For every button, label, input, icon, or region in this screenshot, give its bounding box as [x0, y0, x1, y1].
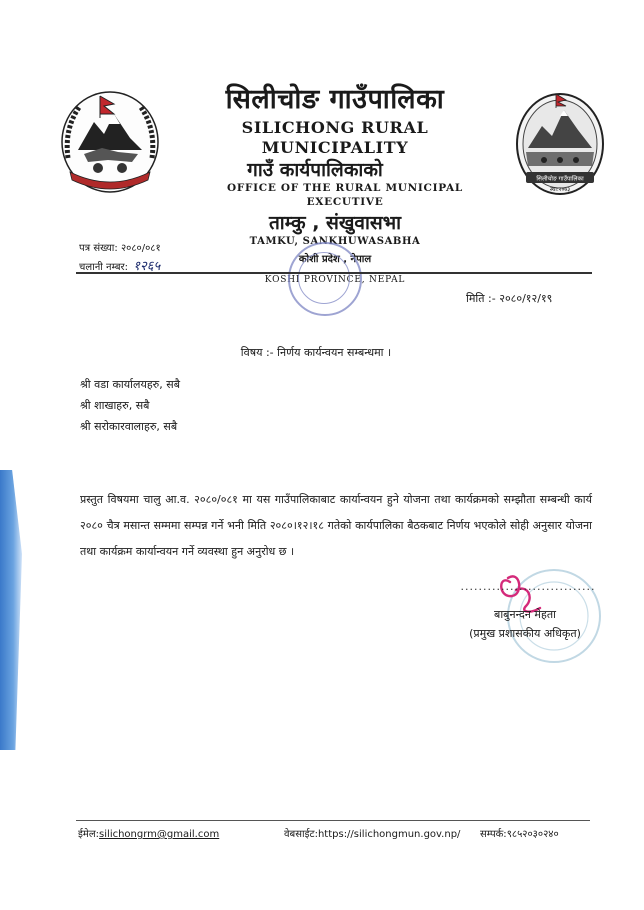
municipality-logo-icon [514, 90, 606, 198]
recipient-item: श्री सरोकारवालाहरु, सबै [80, 420, 178, 433]
place-np: ताम्कु , संखुवासभा [268, 212, 402, 234]
recipient-item: श्री शाखाहरु, सबै [80, 399, 150, 412]
letter-number-row [79, 240, 161, 258]
dispatch-number-value: १२६५ [133, 259, 161, 274]
office-stamp-icon [288, 242, 362, 316]
website-label: वेबसाईट: [284, 829, 318, 840]
office-name-np: गाउँ कार्यपालिकाको [247, 159, 383, 181]
letter-body: प्रस्तुत विषयमा चालु आ.व. २०८०/०८१ मा यस गाउँपालिकाबाट कार्यान्वयन हुने योजना तथा कार्यक्रमको सम्झौता सम्बन्धी कार्य २०८० चैत्र मसान्त सम्ममा सम्पन्न गर्ने भनी मिति २०८०।१२।१८ गतेको कार्यपालिका बैठकबाट निर्णय भएकोले सोही अनुसार योजना तथा कार्यक्रम कार्यान्वयन गर्ने व्यवस्था हुन अनुरोध छ । [80, 493, 592, 558]
website-link[interactable]: https://silichongmun.gov.np/ [317, 829, 461, 840]
email-label: ईमेल: [78, 829, 100, 840]
signature-block [450, 580, 600, 644]
blue-tape [0, 470, 22, 750]
date-label: मिति :- [466, 292, 496, 305]
subject-line [0, 345, 644, 360]
subject-text: निर्णय कार्यन्वयन सम्बन्धमा । [277, 346, 392, 359]
date-value: २०८०/१२/१९ [499, 292, 553, 305]
letter-number-value: २०८०/०८१ [120, 243, 161, 254]
contact-number: ९८५२०३०२४० [506, 829, 559, 840]
municipality-name-en: SILICHONG RURAL MUNICIPALITY [241, 118, 429, 157]
footer-email [78, 826, 219, 840]
signatory-title: (प्रमुख प्रशासकीय अधिकृत) [469, 627, 581, 640]
recipients-list [80, 374, 180, 437]
footer-contact [480, 826, 559, 840]
contact-label: सम्पर्क: [480, 829, 507, 840]
province-np: कोशी प्रदेश , नेपाल [298, 254, 372, 265]
municipality-name-np: सिलीचोङ गाउँपालिका [225, 84, 445, 115]
dispatch-number-row [79, 258, 161, 277]
logo-ribbon-text: सिलीचोङ गाउँपालिका [536, 175, 584, 183]
recipient-item: श्री वडा कार्यालयहरु, सबै [80, 378, 180, 391]
footer-divider [76, 820, 590, 821]
signatory-name: बाबुनन्दन मेहता [494, 608, 556, 621]
dispatch-number-label: चलानी नम्बर: [79, 262, 129, 273]
date-row [466, 291, 552, 306]
letter-number-label: पत्र संख्या: [79, 243, 118, 254]
subject-label: विषय :- [240, 346, 274, 359]
office-name-en: OFFICE OF THE RURAL MUNICIPAL EXECUTIVE [227, 182, 463, 208]
header-divider [76, 272, 592, 274]
signature-line: .............................. [460, 580, 596, 593]
footer-website [284, 826, 460, 840]
logo-year-text: स्था:२०७३ [549, 187, 571, 193]
place-en: TAMKU, SANKHUWASABHA [249, 236, 421, 247]
email-link[interactable]: silichongrm@gmail.com [99, 829, 220, 840]
province-en: KOSHI PROVINCE, NEPAL [264, 275, 406, 285]
